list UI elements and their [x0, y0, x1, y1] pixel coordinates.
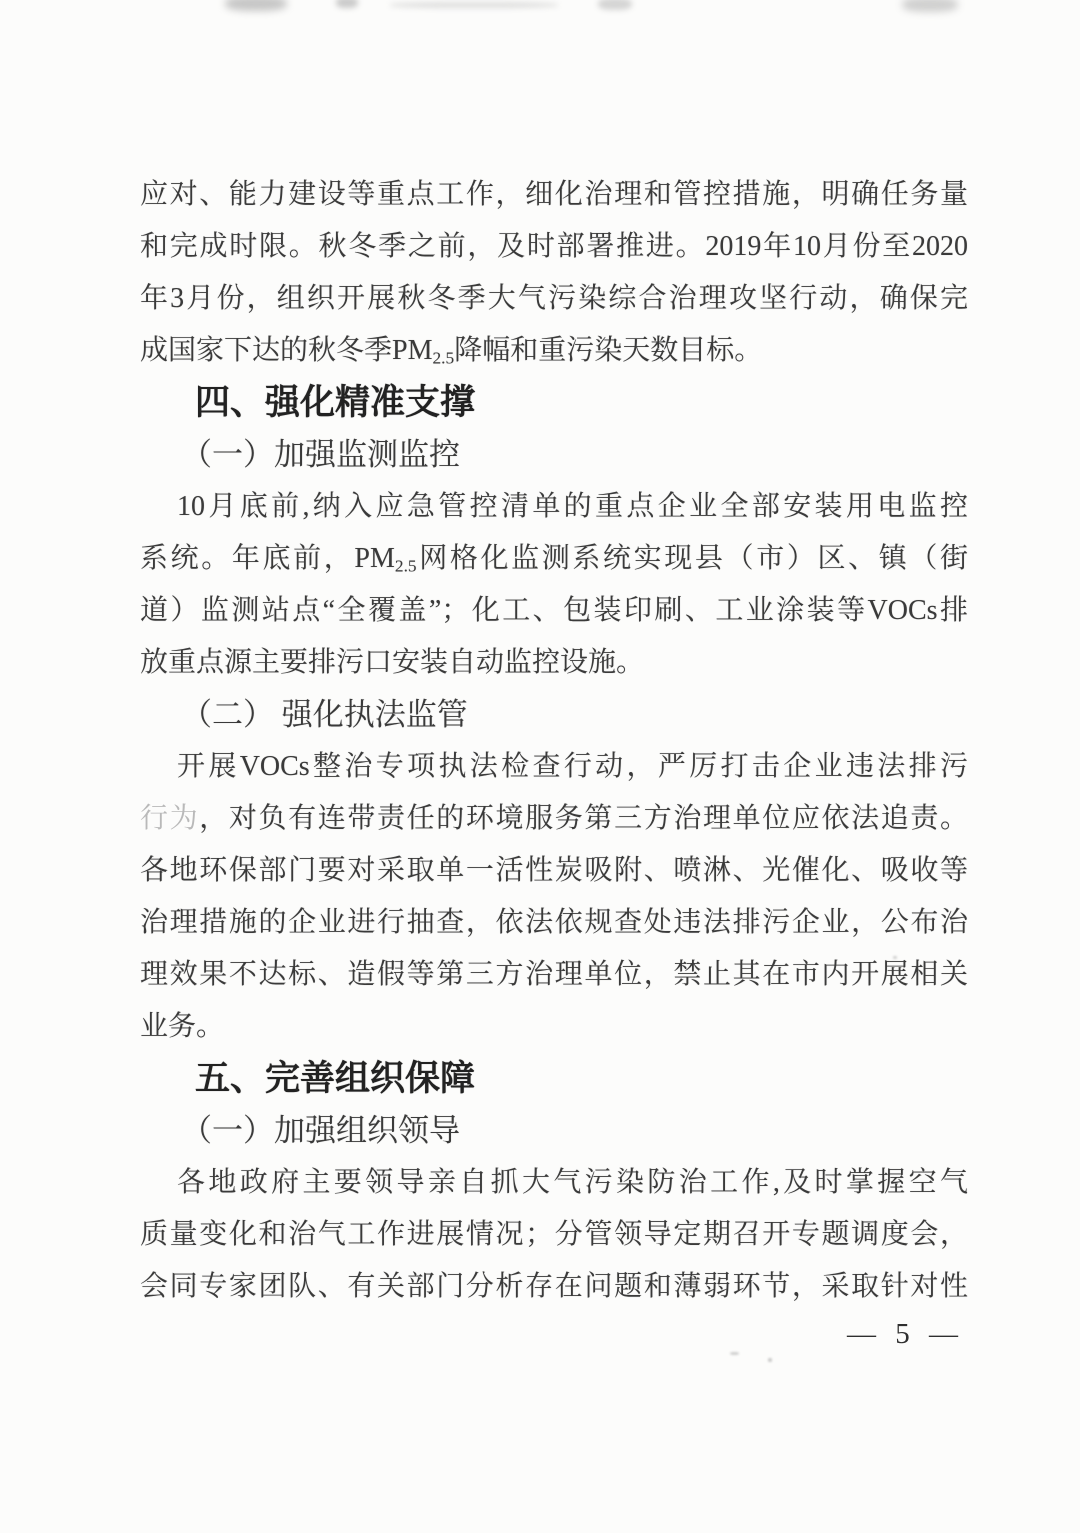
text-line: 成国家下达的秋冬季$PM_{2.5}$降幅和重污染天数目标。: [140, 335, 763, 368]
text-line: 质量变化和治气工作进展情况；分管领导定期召开专题调度会，: [140, 1219, 968, 1250]
scan-artifact: [225, 0, 287, 11]
text-line: 行为，对负有连带责任的环境服务第三方治理单位应依法追责。: [140, 803, 968, 834]
scan-speck: [730, 1352, 739, 1355]
text-line: 治理措施的企业进行抽查，依法依规查处违法排污企业，公布治: [140, 907, 968, 938]
text-line: 开展VOCs整治专项执法检查行动，严厉打击企业违法排污: [177, 751, 968, 782]
text-line: 理效果不达标、造假等第三方治理单位，禁止其在市内开展相关: [140, 959, 968, 990]
section-heading: 四、强化精准支撑: [195, 383, 476, 422]
scan-speck: [768, 1358, 772, 1362]
text-line: 和完成时限。秋冬季之前，及时部署推进。2019年10月份至2020: [140, 231, 968, 262]
text-line: 系统。年底前，$PM_{2.5}$网格化监测系统实现县（市）区、镇（街: [140, 543, 968, 576]
scan-artifact: [598, 0, 632, 10]
text-line: 各地环保部门要对采取单一活性炭吸附、喷淋、光催化、吸收等: [140, 855, 968, 886]
text-line: 应对、能力建设等重点工作，细化治理和管控措施，明确任务量: [140, 179, 968, 210]
subsection-heading: （一）加强组织领导: [181, 1113, 460, 1148]
text-line: 放重点源主要排污口安装自动监控设施。: [140, 647, 645, 678]
subsection-heading: （一）加强监测监控: [181, 437, 460, 472]
text-line: 10月底前,纳入应急管控清单的重点企业全部安装用电监控: [177, 491, 968, 522]
section-heading: 五、完善组织保障: [195, 1059, 476, 1098]
scan-artifact: [902, 0, 958, 12]
text-line: 年3月份，组织开展秋冬季大气污染综合治理攻坚行动，确保完: [140, 283, 968, 314]
document-body: [140, 169, 968, 1313]
subsection-heading: （二） 强化执法监管: [181, 697, 468, 732]
page-number: — 5 —: [847, 1318, 964, 1350]
scan-artifact: [390, 2, 558, 8]
text-line: 各地政府主要领导亲自抓大气污染防治工作,及时掌握空气: [177, 1167, 968, 1198]
faded-ink-text: 行为: [140, 803, 200, 834]
scan-speck: [893, 956, 897, 959]
scan-artifact: [336, 0, 358, 8]
text-line: 会同专家团队、有关部门分析存在问题和薄弱环节，采取针对性: [140, 1271, 968, 1302]
text-line: 道）监测站点“全覆盖”；化工、包装印刷、工业涂装等VOCs排: [140, 595, 968, 626]
text-line: 业务。: [140, 1011, 225, 1042]
